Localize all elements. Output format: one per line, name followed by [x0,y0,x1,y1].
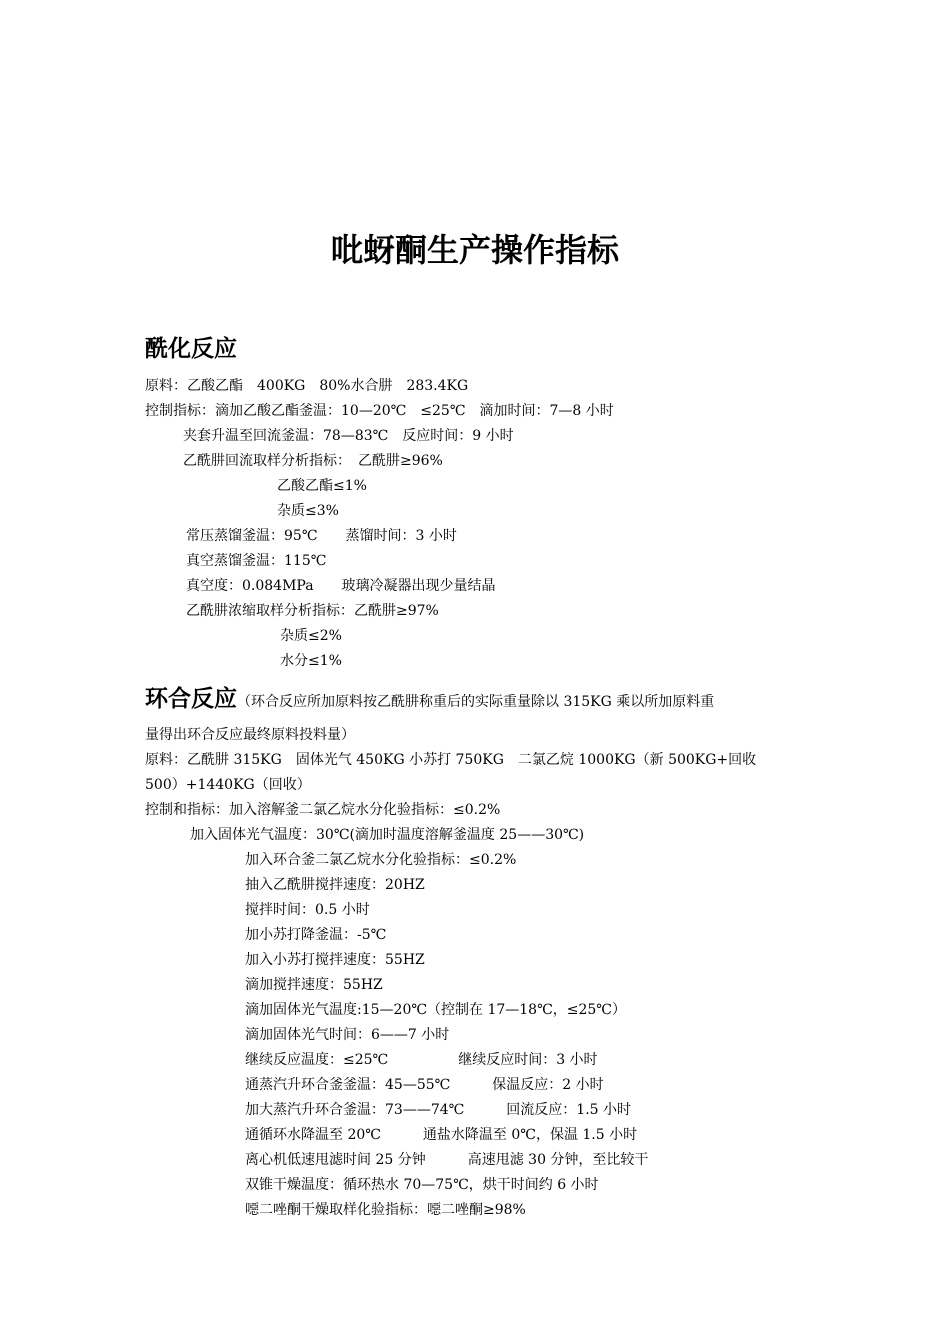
text-line: 通蒸汽升环合釜釜温：45—55℃ 保温反应：2 小时 [245,1077,604,1093]
text-line: 乙酸乙酯≤1% [277,478,367,494]
text-line: 加入环合釜二氯乙烷水分化验指标：≤0.2% [245,852,517,868]
text-line: 常压蒸馏釜温：95℃ 蒸馏时间：3 小时 [186,528,457,544]
text-line: 搅拌时间：0.5 小时 [245,902,370,918]
text-line: 原料：乙酸乙酯 400KG 80%水合肼 283.4KG [145,378,469,394]
text-line: 噁二唑酮干燥取样化验指标：噁二唑酮≥98% [245,1202,526,1218]
text-line: 量得出环合反应最终原料投料量） [145,727,355,743]
text-line: 控制和指标：加入溶解釜二氯乙烷水分化验指标：≤0.2% [145,802,501,818]
section-heading-label: 环合反应 [145,686,237,712]
text-line: 继续反应温度：≤25℃ 继续反应时间：3 小时 [245,1052,598,1068]
text-line: 滴加搅拌速度：55HZ [245,977,383,993]
text-line: 控制指标：滴加乙酸乙酯釜温：10—20℃ ≤25℃ 滴加时间：7—8 小时 [145,403,614,419]
text-line: 加入小苏打搅拌速度：55HZ [245,952,425,968]
text-line: 杂质≤3% [277,503,339,519]
text-line: 乙酰肼回流取样分析指标： 乙酰肼≥96% [183,453,443,469]
text-line: 加大蒸汽升环合釜温：73——74℃ 回流反应：1.5 小时 [245,1102,632,1118]
text-line: 滴加固体光气温度:15—20℃（控制在 17—18℃，≤25℃） [245,1002,626,1018]
text-line: 离心机低速甩滤时间 25 分钟 高速甩滤 30 分钟，至比较干 [245,1152,649,1168]
text-line: 加小苏打降釜温：-5℃ [245,927,387,943]
text-line: 水分≤1% [280,653,342,669]
document-title: 吡蚜酮生产操作指标 [330,231,619,269]
text-line: 通循环水降温至 20℃ 通盐水降温至 0℃，保温 1.5 小时 [245,1127,638,1143]
section-heading-note: （环合反应所加原料按乙酰肼称重后的实际重量除以 315KG 乘以所加原料重 [237,694,715,710]
text-line: 滴加固体光气时间：6——7 小时 [245,1027,450,1043]
text-line: 真空度：0.084MPa 玻璃冷凝器出现少量结晶 [186,578,496,594]
text-line: 真空蒸馏釜温：115℃ [186,553,327,569]
text-line: 乙酰肼浓缩取样分析指标：乙酰肼≥97% [186,603,439,619]
section-heading-cyclization [145,684,714,717]
text-line: 双锥干燥温度：循环热水 70—75℃，烘干时间约 6 小时 [245,1177,599,1193]
section-heading-acylation: 酰化反应 [145,336,237,362]
text-line: 加入固体光气温度：30℃(滴加时温度溶解釜温度 25——30℃) [190,827,585,843]
text-line: 原料：乙酰肼 315KG 固体光气 450KG 小苏打 750KG 二氯乙烷 1000KG（新 500KG+回收 [145,752,757,768]
text-line: 500）+1440KG（回收） [145,777,311,793]
text-line: 抽入乙酰肼搅拌速度：20HZ [245,877,425,893]
text-line: 夹套升温至回流釜温：78—83℃ 反应时间：9 小时 [183,428,514,444]
text-line: 杂质≤2% [280,628,342,644]
